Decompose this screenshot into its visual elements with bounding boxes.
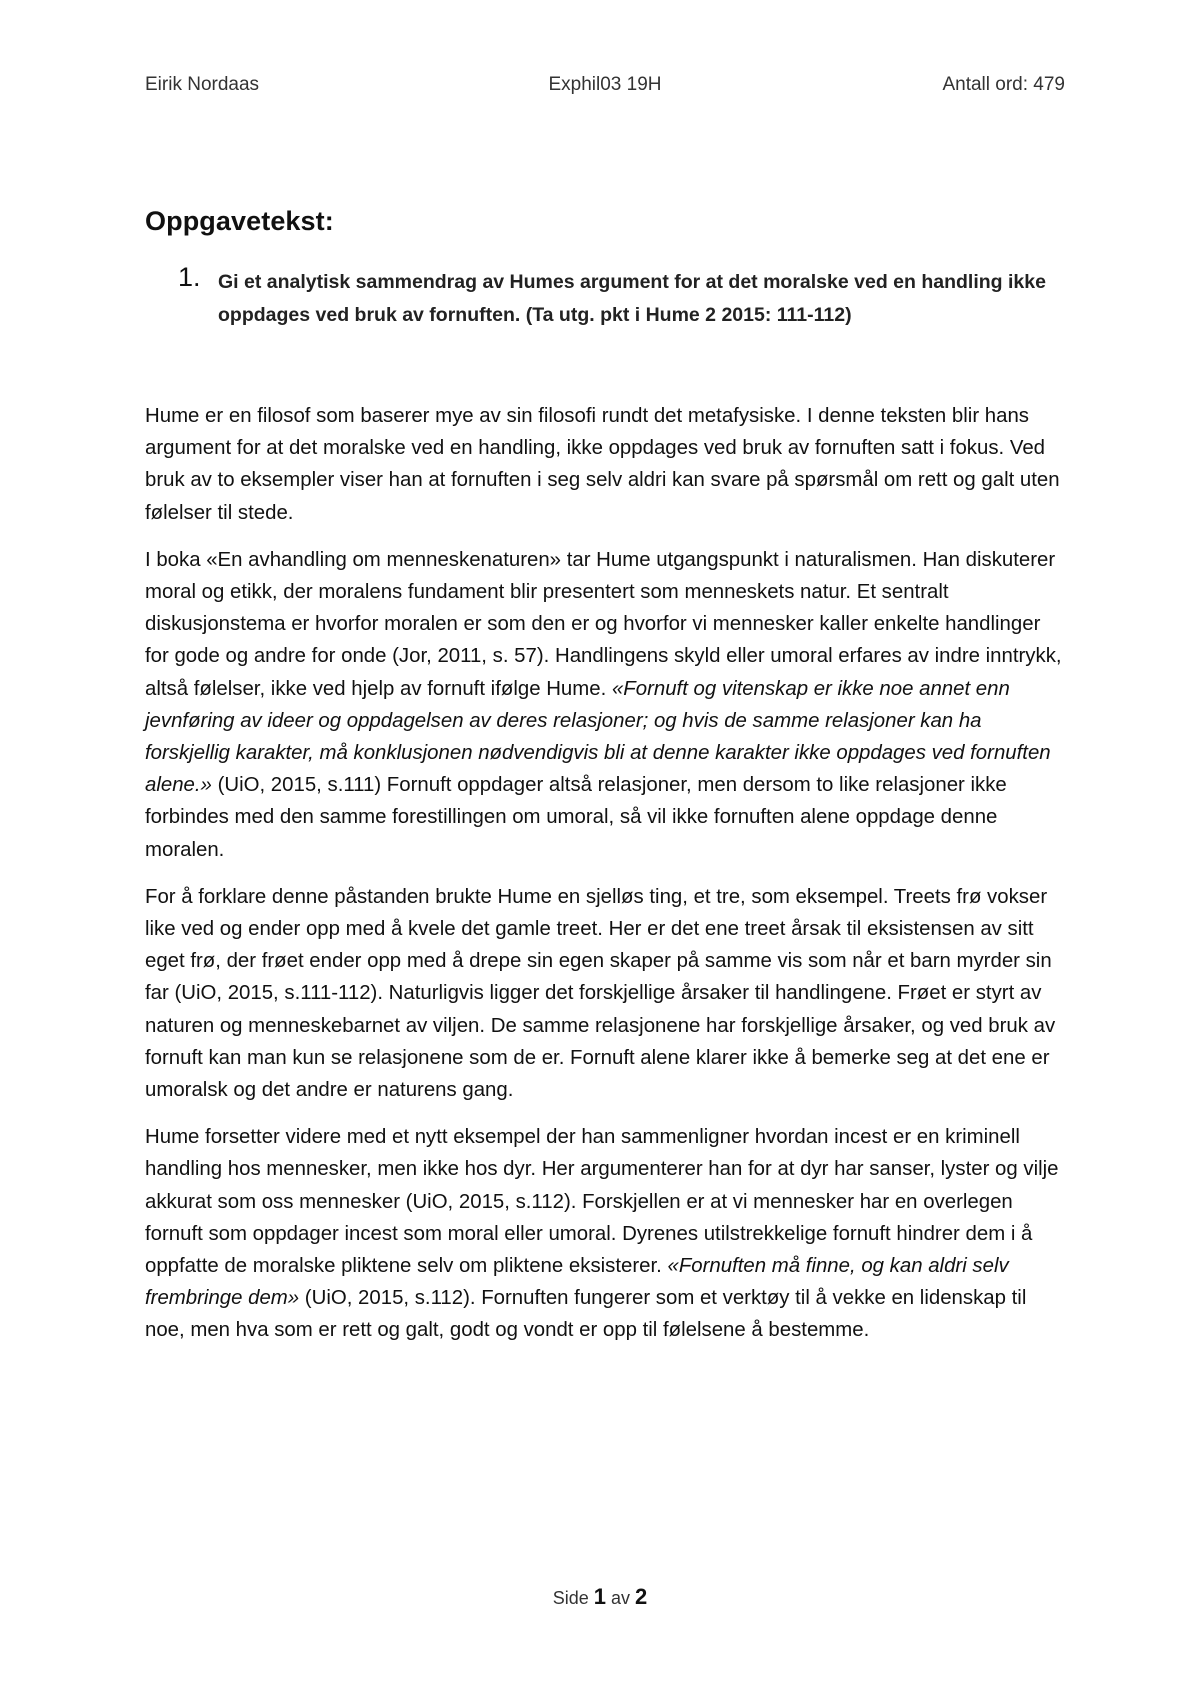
task-text: Gi et analytisk sammendrag av Humes argument for at det moralske ved en handling ikke oppdages ved bruk av fornuften. (Ta utg. pkt i Hume 2 2015: 111-112) — [218, 271, 1046, 326]
page-footer — [0, 1584, 1200, 1610]
paragraph-1: Hume er en filosof som baserer mye av sin filosofi rundt det metafysiske. I denne teksten blir hans argument for at det moralske ved en handling, ikke oppdages ved bruk av fornuften satt i fokus. Ved bruk av to eksempler viser han at fornuften i seg selv aldri kan svare på spørsmål om rett og galt uten følelser til stede. — [145, 405, 1060, 524]
footer-current-page: 1 — [593, 1584, 606, 1609]
essay-body — [145, 400, 1065, 1362]
paragraph-4-quote: «Fornuften må finne, og kan aldri selv frembringe dem» — [145, 1255, 1009, 1310]
paragraph-4-continuation: (UiO, 2015, s.112). Fornuften fungerer som et verktøy til å vekke en lidenskap til noe, men hva som er rett og galt, godt og vondt er opp til følelsene å bestemme. — [145, 1287, 1027, 1342]
header-course: Exphil03 19H — [548, 74, 662, 95]
header-word-count: Antall ord: 479 — [942, 74, 1065, 95]
paragraph-4 — [145, 1121, 1065, 1346]
paragraph-3: For å forklare denne påstanden brukte Hume en sjelløs ting, et tre, som eksempel. Treets frø vokser like ved og ender opp med å kvele det gamle treet. Her er det ene treet årsak til eksistensen av sitt eget frø, der frøet ender opp med å drepe sin egen skaper på samme vis som når et barn myrder sin far (UiO, 2015, s.111-112). Naturligvis ligger det forskjellige årsaker til handlingene. Frøet er styrt av naturen og menneskebarnet av viljen. De samme relasjonene har forskjellige årsaker, og ved bruk av fornuft kan man kun se relasjonene som de er. Fornuft alene klarer ikke å bemerke seg at det ene er umoralsk og det andre er naturens gang. — [145, 885, 1056, 1102]
task-number: 1. — [178, 262, 201, 292]
footer-of-label: av — [611, 1588, 631, 1608]
header-author: Eirik Nordaas — [145, 74, 260, 95]
footer-total-pages: 2 — [635, 1584, 648, 1609]
paragraph-4-text: Hume forsetter videre med et nytt eksempel der han sammenligner hvordan incest er en kriminell handling hos mennesker, men ikke hos dyr. Her argumenterer han for at dyr har sanser, lyster og vilje akkurat som oss mennesker (UiO, 2015, s.112). Forskjellen er at vi mennesker har en overlegen fornuft som oppdager incest som moral eller umoral. Dyrenes utilstrekkelige fornuft hindrer dem i å oppfatte de moralske pliktene selv om pliktene eksisterer. — [145, 1126, 1059, 1278]
paragraph-2-text: I boka «En avhandling om menneskenaturen» tar Hume utgangspunkt i naturalismen. Han diskuterer moral og etikk, der moralens fundament blir presentert som menneskets natur. Et sentralt diskusjonstema er hvorfor moralen er som den er og hvorfor vi mennesker kaller enkelte handlinger for gode og andre for onde (Jor, 2011, s. 57). Handlingens skyld eller umoral erfares av indre inntrykk, altså følelser, ikke ved hjelp av fornuft ifølge Hume. — [145, 548, 1062, 700]
page-header — [145, 74, 1065, 102]
paragraph-2-quote: «Fornuft og vitenskap er ikke noe annet enn jevnføring av ideer og oppdagelsen av deres relasjoner; og hvis de samme relasjoner kan ha forskjellig karakter, må konklusjonen nødvendigvis bli at denne karakter ikke oppdages ved fornuften alene.» — [145, 677, 1051, 797]
paragraph-2 — [145, 544, 1065, 866]
paragraph-2-continuation: (UiO, 2015, s.111) Fornuft oppdager altså relasjoner, men dersom to like relasjoner ikke forbindes med den samme forestillingen om umoral, så vil ikke fornuften alene oppdage denne moralen. — [145, 774, 1007, 861]
footer-side-label: Side — [552, 1588, 589, 1608]
task-heading: Oppgavetekst: — [145, 206, 334, 236]
